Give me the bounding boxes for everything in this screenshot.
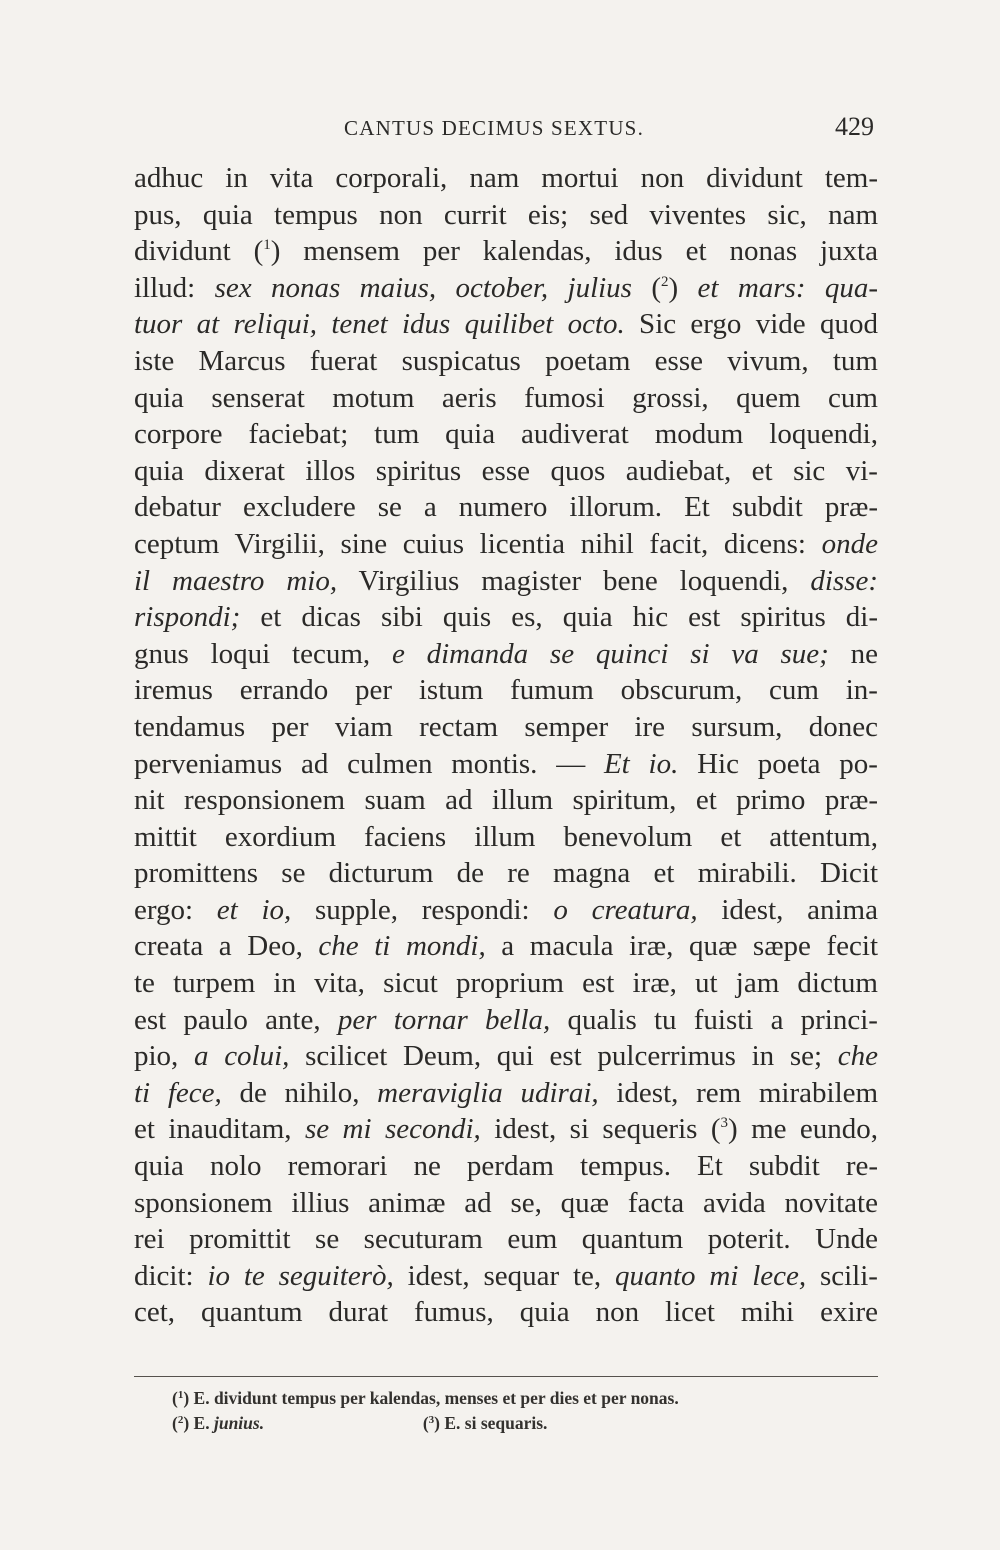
- text-line: [134, 1148, 878, 1185]
- running-head: [134, 112, 878, 148]
- footnote-marker: ($^1$): [172, 1388, 190, 1408]
- text-line: [134, 819, 878, 856]
- italic-quote: et io,: [216, 893, 292, 926]
- footnote-text: E. si sequaris.: [444, 1413, 548, 1433]
- footnote-1: [172, 1386, 872, 1411]
- text-run: ) mensem per kalendas, idus et nonas juxta: [270, 235, 878, 268]
- italic-quote: per tornar bella,: [337, 1003, 551, 1036]
- page-number: 429: [835, 112, 874, 141]
- text-run: idest, anima: [697, 893, 878, 926]
- italic-quote: disse:: [810, 564, 879, 597]
- text-line: [134, 1221, 878, 1258]
- text-run: Sic ergo vide quod: [624, 308, 878, 341]
- footnote-italic-text: junius.: [213, 1413, 265, 1433]
- italic-quote: sex nonas maius, october, julius: [214, 271, 652, 304]
- text-run: promittens se dicturum de re magna et mirabili. Dicit: [134, 857, 878, 890]
- text-line: [134, 1185, 878, 1222]
- text-line: [134, 709, 878, 746]
- text-run: quia senserat motum aeris fumosi grossi, quem cum: [134, 381, 878, 414]
- italic-quote: o creatura,: [553, 893, 698, 926]
- text-run: scili-: [806, 1259, 878, 1292]
- text-run: et dicas sibi quis es, quia hic est spiritus di-: [240, 601, 878, 634]
- text-run: (: [651, 271, 661, 304]
- running-title: CANTUS DECIMUS SEXTUS.: [344, 116, 645, 140]
- italic-quote: a colui,: [194, 1040, 290, 1073]
- text-line: [134, 489, 878, 526]
- text-line: [134, 270, 878, 307]
- italic-quote: ti fece,: [134, 1076, 222, 1109]
- text-line: [134, 233, 878, 270]
- text-run: a macula iræ, quæ sæpe fecit: [485, 930, 879, 963]
- text-line: [134, 306, 878, 343]
- text-line: [134, 416, 878, 453]
- text-run: mittit exordium faciens illum benevolum et attentum,: [134, 820, 879, 853]
- text-run: creata a Deo,: [134, 930, 319, 963]
- text-run: debatur excludere se a numero illorum. Et subdit præ-: [134, 491, 878, 524]
- text-run: Hic poeta po-: [678, 747, 878, 780]
- italic-quote: Et io.: [603, 747, 679, 780]
- italic-quote: il maestro mio,: [134, 564, 338, 597]
- footnote-reference: 2: [661, 273, 669, 290]
- text-run: pus, quia tempus non currit eis; sed viventes sic, nam: [134, 198, 879, 231]
- text-line: [134, 380, 878, 417]
- footnote-marker: ($^2$): [172, 1413, 190, 1433]
- text-run: supple, respondi:: [291, 893, 554, 926]
- text-run: idest, sequar te,: [393, 1259, 615, 1292]
- footnote-marker: ($^3$): [422, 1413, 440, 1433]
- text-run: sponsionem illius animæ ad se, quæ facta avida novitate: [134, 1186, 878, 1219]
- text-line: [134, 599, 878, 636]
- italic-quote: meraviglia udirai,: [377, 1076, 599, 1109]
- text-run: ergo:: [134, 893, 217, 926]
- text-run: idest, si sequeris (: [480, 1113, 721, 1146]
- footnote-rule: [134, 1376, 878, 1377]
- text-line: [134, 928, 878, 965]
- text-run: rei promittit se secuturam eum quantum poterit. Unde: [134, 1223, 878, 1256]
- text-run: adhuc in vita corporali, nam mortui non dividunt tem-: [134, 162, 879, 194]
- text-line: [134, 453, 878, 490]
- text-run: cet, quantum durat fumus, quia non licet mihi exire: [134, 1296, 879, 1329]
- text-run: tendamus per viam rectam semper ire sursum, donec: [134, 710, 878, 743]
- text-run: de nihilo,: [221, 1076, 378, 1109]
- text-run: et inauditam,: [134, 1113, 305, 1146]
- italic-quote: onde: [821, 527, 878, 560]
- italic-quote: et mars: qua-: [697, 271, 879, 304]
- text-run: est paulo ante,: [134, 1003, 338, 1036]
- text-run: dividunt (: [134, 235, 264, 268]
- text-run: ceptum Virgilii, sine cuius licentia nihil facit, dicens:: [134, 527, 822, 560]
- italic-quote: che ti mondi,: [318, 930, 486, 963]
- italic-quote: tuor at reliqui, tenet idus quilibet octo.: [134, 308, 625, 341]
- text-run: quia dixerat illos spiritus esse quos audiebat, et sic vi-: [134, 454, 878, 487]
- text-line: [134, 892, 878, 929]
- text-run: corpore faciebat; tum quia audiverat modum loquendi,: [134, 418, 878, 451]
- text-run: illud:: [134, 271, 215, 304]
- italic-quote: che: [837, 1040, 879, 1073]
- text-run: Virgilius magister bene loquendi,: [337, 564, 811, 597]
- text-run: scilicet Deum, qui est pulcerrimus in se;: [289, 1040, 838, 1073]
- text-run: te turpem in vita, sicut proprium est iræ, ut jam dictum: [134, 967, 878, 1000]
- text-line: [134, 343, 878, 380]
- text-line: [134, 1038, 878, 1075]
- text-line: [134, 563, 878, 600]
- text-run: iste Marcus fuerat suspicatus poetam esse vivum, tum: [134, 344, 878, 377]
- footnote-text: E. dividunt tempus per kalendas, menses et per dies et per nonas.: [193, 1388, 679, 1408]
- text-run: idest, rem mirabilem: [598, 1076, 879, 1109]
- text-line: [134, 965, 878, 1002]
- text-line: [134, 160, 878, 197]
- italic-quote: rispondi;: [134, 601, 241, 634]
- text-line: [134, 1258, 878, 1295]
- text-line: [134, 197, 878, 234]
- italic-quote: quanto mi lece,: [614, 1259, 807, 1292]
- italic-quote: e dimanda se quinci si va sue;: [391, 637, 829, 670]
- text-run: qualis tu fuisti a princi-: [550, 1003, 878, 1036]
- text-line: [134, 636, 878, 673]
- text-line: [134, 1294, 878, 1331]
- text-line: [134, 855, 878, 892]
- footnotes: [172, 1386, 872, 1436]
- text-run: ) me eundo,: [728, 1113, 879, 1146]
- text-run: ne: [828, 637, 879, 670]
- text-run: pio,: [134, 1040, 194, 1073]
- text-run: perveniamus ad culmen montis. —: [134, 747, 604, 780]
- italic-quote: se mi secondi,: [304, 1113, 481, 1146]
- text-line: [134, 1075, 878, 1112]
- text-run: quia nolo remorari ne perdam tempus. Et subdit re-: [134, 1150, 879, 1183]
- footnote-row-2-3: [172, 1411, 872, 1436]
- italic-quote: io te seguiterò,: [207, 1259, 394, 1292]
- text-line: [134, 1002, 878, 1039]
- text-line: [134, 746, 878, 783]
- text-run: dicit:: [134, 1259, 208, 1292]
- footnote-text: E.: [193, 1413, 214, 1433]
- text-line: [134, 1111, 878, 1148]
- body-text: [134, 160, 878, 1331]
- text-line: [134, 526, 878, 563]
- text-run: nit responsionem suam ad illum spiritum, et primo præ-: [134, 784, 878, 817]
- footnote-reference: 3: [720, 1115, 729, 1132]
- text-run: ): [668, 271, 698, 304]
- text-line: [134, 782, 878, 819]
- footnote-reference: 1: [263, 237, 271, 254]
- text-run: gnus loqui tecum,: [134, 637, 392, 670]
- text-run: iremus errando per istum fumum obscurum, cum in-: [134, 674, 878, 707]
- text-line: [134, 672, 878, 709]
